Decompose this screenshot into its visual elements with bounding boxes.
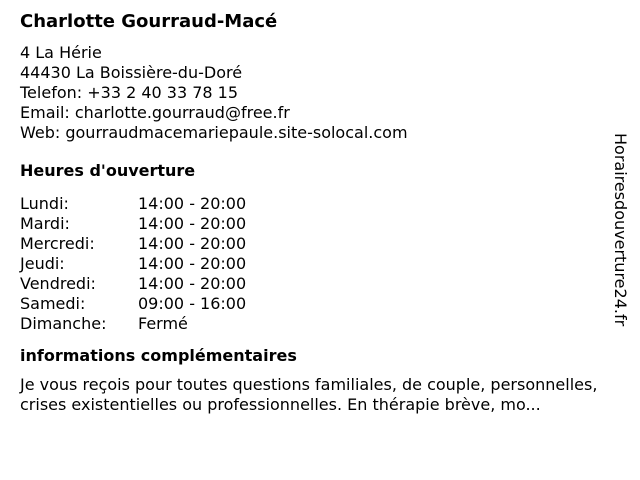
hours-value: 09:00 - 16:00 (138, 294, 247, 313)
hours-row-tuesday (20, 214, 620, 234)
day-label: Mardi: (20, 214, 70, 233)
opening-hours-table (20, 194, 620, 334)
day-label: Jeudi: (20, 254, 65, 273)
hours-value: 14:00 - 20:00 (138, 274, 247, 293)
additional-info-heading: informations complémentaires (20, 346, 297, 365)
hours-row-saturday (20, 294, 620, 314)
address-street: 4 La Hérie (20, 43, 102, 62)
hours-value: 14:00 - 20:00 (138, 234, 247, 253)
hours-value: 14:00 - 20:00 (138, 214, 247, 233)
address-city: 44430 La Boissière-du-Doré (20, 63, 243, 82)
day-label: Dimanche: (20, 314, 107, 333)
hours-row-friday (20, 274, 620, 294)
phone-number: Telefon: +33 2 40 33 78 15 (20, 83, 239, 102)
hours-value: Fermé (138, 314, 188, 333)
contact-info (20, 43, 620, 143)
business-card (20, 10, 620, 415)
website-url: Web: gourraudmacemariepaule.site-solocal.com (20, 123, 408, 142)
hours-value: 14:00 - 20:00 (138, 194, 247, 213)
hours-row-thursday (20, 254, 620, 274)
hours-value: 14:00 - 20:00 (138, 254, 247, 273)
site-watermark: Horairesdouverture24.fr (611, 133, 630, 327)
business-name: Charlotte Gourraud-Macé (20, 11, 278, 32)
day-label: Lundi: (20, 194, 69, 213)
hours-row-sunday (20, 314, 620, 334)
additional-info-text: Je vous reçois pour toutes questions familiales, de couple, personnelles, crises existentielles ou professionnelles. En thérapie brève, mo... (20, 375, 598, 414)
day-label: Mercredi: (20, 234, 95, 253)
day-label: Vendredi: (20, 274, 96, 293)
day-label: Samedi: (20, 294, 86, 313)
opening-hours-heading: Heures d'ouverture (20, 161, 196, 180)
hours-row-wednesday (20, 234, 620, 254)
email-address: Email: charlotte.gourraud@free.fr (20, 103, 290, 122)
hours-row-monday (20, 194, 620, 214)
